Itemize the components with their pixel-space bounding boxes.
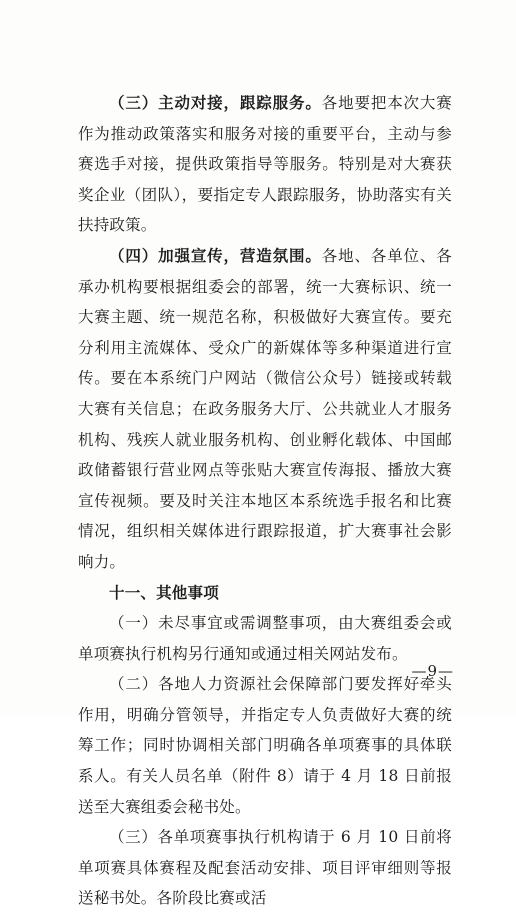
paragraph-follow-up-service (78, 88, 452, 241)
paragraph-text: 各地要把本次大赛作为推动政策落实和服务对接的重要平台，主动与参赛选手对接，提供政策指导等服务。特别是对大赛获奖企业（团队），要指定专人跟踪服务，协助落实有关扶持政策。 (78, 94, 452, 235)
list-item: （三）各单项赛事执行机构请于 6 月 10 日前将单项赛具体赛程及配套活动安排、项目评审细则等报送秘书处。各阶段比赛或活 (78, 828, 452, 908)
list-item: （一）未尽事宜或需调整事项，由大赛组委会或单项赛执行机构另行通知或通过相关网站发布。 (78, 614, 452, 663)
page-number: —9— (411, 662, 454, 680)
list-item: （二）各地人力资源社会保障部门要发挥好牵头作用，明确分管领导，并指定专人负责做好大赛的统筹工作；同时协调相关部门明确各单项赛事的具体联系人。有关人员名单（附件 8）请于 4 月 18 日前报送至大赛组委会秘书处。 (78, 675, 452, 816)
paragraph-lead: （四）加强宣传，营造氛围。 (109, 246, 322, 265)
paragraph-publicity (78, 241, 452, 578)
paragraph-lead: （三）主动对接，跟踪服务。 (109, 94, 322, 112)
paragraph-text: 各地、各单位、各承办机构要根据组委会的部署，统一大赛标识、统一大赛主题、统一规范名称，积极做好大赛宣传。要充分利用主流媒体、受众广的新媒体等多种渠道进行宣传。要在本系统门户网站（微信公众号）链接或转载大赛有关信息；在政务服务大厅、公共就业人才服务机构、残疾人就业服务机构、创业孵化载体、中国邮政储蓄银行营业网点等张贴大赛宣传海报、播放大赛宣传视频。要及时关注本地区本系统选手报名和比赛情况，组织相关媒体进行跟踪报道，扩大赛事社会影响力。 (78, 246, 452, 571)
document-body (78, 88, 452, 914)
section-heading: 十一、其他事项 (109, 583, 219, 602)
